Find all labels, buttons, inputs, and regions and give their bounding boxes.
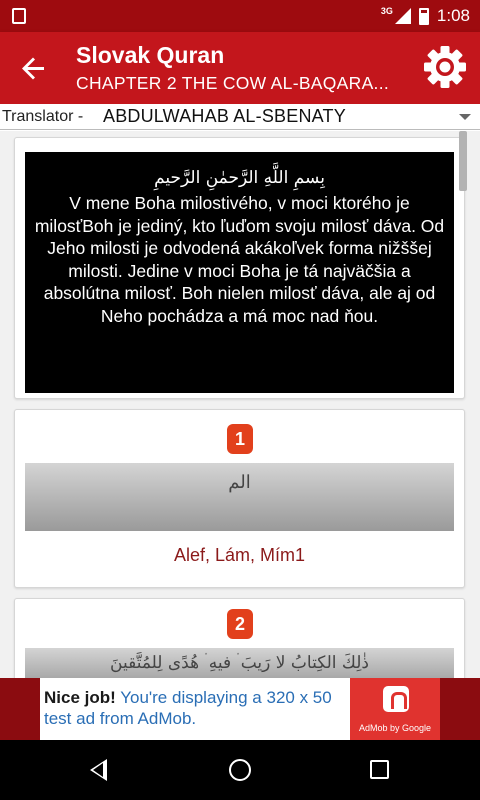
bismillah-box — [25, 152, 454, 393]
ad-banner — [0, 678, 480, 740]
bismillah-translation: V mene Boha milostivého, v moci ktorého je milosťBoh je jediný, kto ľuďom svoju milosť dáva. Od Jeho milosti je odvodená akákoľvek forma nižššej milosti. Jedine v moci Boha je tá najväčšia a absolútna milosť. Boh nielen milosť dáva, ale aj od Neho pochádza a má moc nad ňou. — [34, 193, 445, 326]
gear-glyph — [420, 42, 470, 92]
status-bar — [0, 0, 480, 32]
ad-text — [44, 687, 350, 729]
verse-arabic-box — [25, 463, 454, 531]
verse-arabic: الم — [228, 472, 251, 493]
page-title: Slovak Quran — [76, 42, 225, 68]
translator-value: ABDULWAHAB AL-SBENATY — [103, 106, 346, 126]
battery-icon — [419, 8, 429, 25]
clock: 1:08 — [436, 6, 470, 25]
navigation-bar — [0, 740, 480, 800]
verse-translation: Alef, Lám, Mím1 — [173, 545, 306, 565]
verse-list[interactable] — [0, 131, 480, 678]
network-type: 3G — [380, 6, 393, 16]
ad-body: You're displaying a 320 x 50 test ad from AdMob. — [44, 688, 332, 728]
verse-number-badge: 2 — [227, 609, 253, 639]
status-icons — [381, 0, 470, 32]
nav-home-icon[interactable] — [229, 759, 251, 781]
scrollbar-thumb[interactable] — [459, 131, 467, 191]
ad-headline: Nice job! — [44, 688, 116, 707]
nav-recents-icon[interactable] — [370, 760, 389, 779]
settings-gear-icon[interactable] — [420, 42, 470, 92]
dropdown-arrow-icon — [459, 114, 471, 120]
chapter-subtitle: CHAPTER 2 THE COW AL-BAQARA... — [76, 73, 390, 93]
admob-icon — [383, 686, 409, 712]
verse-number-badge: 1 — [227, 424, 253, 454]
admob-logo — [350, 678, 440, 740]
back-arrow-icon[interactable] — [16, 50, 52, 86]
bismillah-card[interactable] — [14, 137, 465, 399]
translator-selector[interactable] — [0, 104, 480, 130]
test-ad[interactable] — [40, 678, 440, 740]
verse-card[interactable] — [14, 409, 465, 588]
back-arrow-glyph — [16, 50, 52, 86]
app-bar — [0, 32, 480, 104]
bismillah-arabic: بِسمِ اللَّهِ الرَّحمٰنِ الرَّحيمِ — [154, 168, 325, 188]
translator-label: Translator - — [2, 108, 84, 125]
nav-back-icon[interactable] — [90, 759, 107, 781]
signal-icon — [395, 8, 411, 24]
verse-arabic-box — [25, 648, 454, 678]
admob-brand: AdMob by Google — [358, 723, 432, 733]
verse-arabic: ذٰلِكَ الكِتابُ لا رَيبَ ۛ فيهِ ۛ هُدًى لِلمُتَّقينَ — [110, 653, 369, 673]
notification-icon — [12, 8, 26, 24]
verse-card[interactable] — [14, 598, 465, 678]
